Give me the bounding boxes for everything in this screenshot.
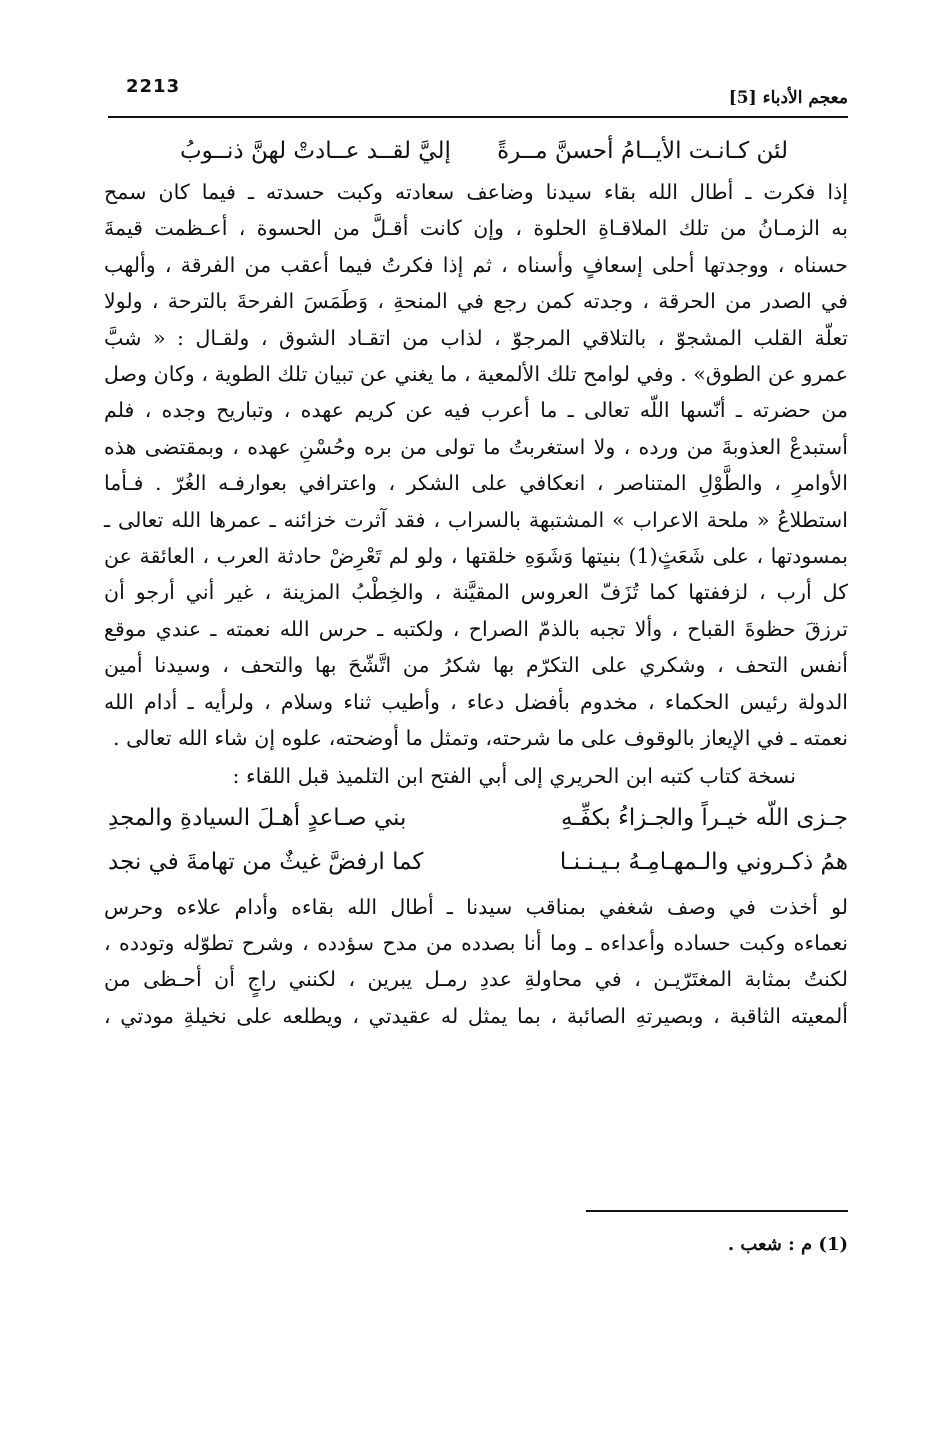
- text-line: ألمعيته الثاقبة ، وبصيرتهِ الصائبة ، بما يمثل له عقيدتي ، ويطلعه على نخيلةِ مودتي ،: [104, 1003, 848, 1028]
- verse-hemistich-right: لئن كـانـت الأيــامُ أحسنَّ مــرةً: [497, 138, 788, 164]
- text-line: نعمته ـ في الإيعاز بالوقوف على ما شرحته، وتمثل ما أوضحته، علوه إن شاء الله تعالى .: [113, 726, 848, 751]
- verse-hemistich-right: جـزى اللّه خيـراً والجـزاءُ بكفِّـهِ: [560, 804, 848, 831]
- text-line: إذا فكرت ـ أطال الله بقاء سيدنا وضاعف سعادته وكبت حسدته ـ فيما كان سمح: [104, 180, 848, 204]
- text-line: أنفس التحف ، وشكري على التكرّم بها شكرُ من اتَّشّحَ بها والتحف ، وسيدنا أمين: [104, 653, 848, 678]
- text-line: الأوامرِ ، والطَّوْلِ المتناصر ، انعكافي على الشكر ، واعترافي بعوارفـه الغُرّ . فـأما: [104, 471, 848, 496]
- text-line: ترزقَ حظوةَ القباح ، وألا تجبه بالذمّ الصراح ، ولكتبه ـ حرس الله نعمته ـ عندي موقع: [104, 616, 848, 641]
- page-number: 2213: [126, 76, 181, 97]
- footnote: (1) م : شعب .: [727, 1234, 848, 1255]
- text-line: حسناه ، ووجدتها أحلى إسعافٍ وأسناه ، ثم إذا فكرتُ فيما أعقب من الفرقة ، وألهب: [104, 252, 848, 277]
- verse: [104, 797, 848, 841]
- verse-hemistich-right: همُ ذكـروني والـمهـامِـهُ بـيـنـنـا: [559, 848, 848, 875]
- text-line: كل أرب ، لزففتها كما تُزَفّ العروس المقيَّنة ، والخِطْبُ المزينة ، غير أني أرجو أن: [104, 580, 848, 605]
- text-line: تعلّة القلب المشجوّ ، بالتلاقي المرجوّ ، لذاب من اتقـاد الشوق ، ولقـال : « شبَّ: [104, 325, 848, 350]
- paragraph-2: [104, 889, 848, 1035]
- text-line: به الزمـانُ من تلك الملاقـاةِ الحلوة ، وإن كانت أقـلَّ من الحسوة ، أعـظمت قيمةَ: [104, 216, 848, 241]
- paragraph-1: [104, 174, 848, 757]
- verse: [104, 841, 848, 885]
- page-body: [104, 130, 848, 1034]
- header-rule: [108, 116, 848, 118]
- verse-hemistich-left: بني صـاعدٍ أهـلَ السيادةِ والمجدِ: [108, 804, 407, 831]
- verse-hemistich-left: كما ارفضَّ غيثٌ من تهامةَ في نجد: [108, 848, 424, 875]
- verse-hemistich-left: إليَّ لقــد عــادتْ لهنَّ ذنــوبُ: [180, 138, 451, 164]
- text-line: في الصدر من الحرقة ، وجدته كمن رجع في المنحةِ ، وَطَمَسَ الفرحةَ بالترحة ، ولولا: [104, 289, 848, 314]
- opening-verse: [104, 130, 848, 174]
- text-line: أستبدعْ العذوبةَ من ورده ، ولا استغربتُ ما تولى من بره وحُسْنِ عهده ، وبمقتضى هذه: [104, 434, 848, 459]
- verse-group: [104, 795, 848, 889]
- text-line: نعماءه وكبت حساده وأعداءه ـ وما أنا بصدده من مدح سؤدده ، وشرح تطوّله وتودده ،: [104, 930, 848, 955]
- text-line: لكنتُ بمثابة المغتَرّيـن ، في محاولةِ عددِ رمـل يبرين ، لكنني راجٍ أن أحـظى من: [104, 967, 848, 992]
- footnote-rule: [586, 1210, 848, 1212]
- letter-heading: نسخة كتاب كتبه ابن الحريري إلى أبي الفتح ابن التلميذ قبل اللقاء :: [232, 763, 796, 788]
- text-line: لو أخذت في وصف شغفي بمناقب سيدنا ـ أطال الله بقاءه وأدام علاءه وحرس: [104, 894, 848, 919]
- text-line: بمسودتها ، على شَعَثٍ(1) بنيتها وَشَوَهِ خلقتها ، ولو لم تَعْرِضْ حادثة العرب ، العائقة عن: [104, 544, 849, 569]
- text-line: عمرو عن الطوق» . وفي لوامح تلك الألمعية ، ما يغني عن تبيان تلك الطوية ، وكان وصل: [104, 362, 848, 387]
- running-title: معجم الأدباء [5]: [728, 88, 848, 108]
- text-line: استطلاعُ « ملحة الاعراب » المشتبهة بالسراب ، فقد آثرت خزائنه ـ عمرها الله تعالى ـ: [104, 507, 848, 532]
- text-line: من حضرته ـ أنّسها اللّه تعالى ـ ما أعرب فيه عن كريم عهده ، وتباريح وجده ، فلم: [104, 398, 848, 423]
- text-line: الدولة رئيس الحكماء ، مخدوم بأفضل دعاء ، وأطيب ثناء وسلام ، ولرأيه ـ أدام الله: [104, 689, 848, 714]
